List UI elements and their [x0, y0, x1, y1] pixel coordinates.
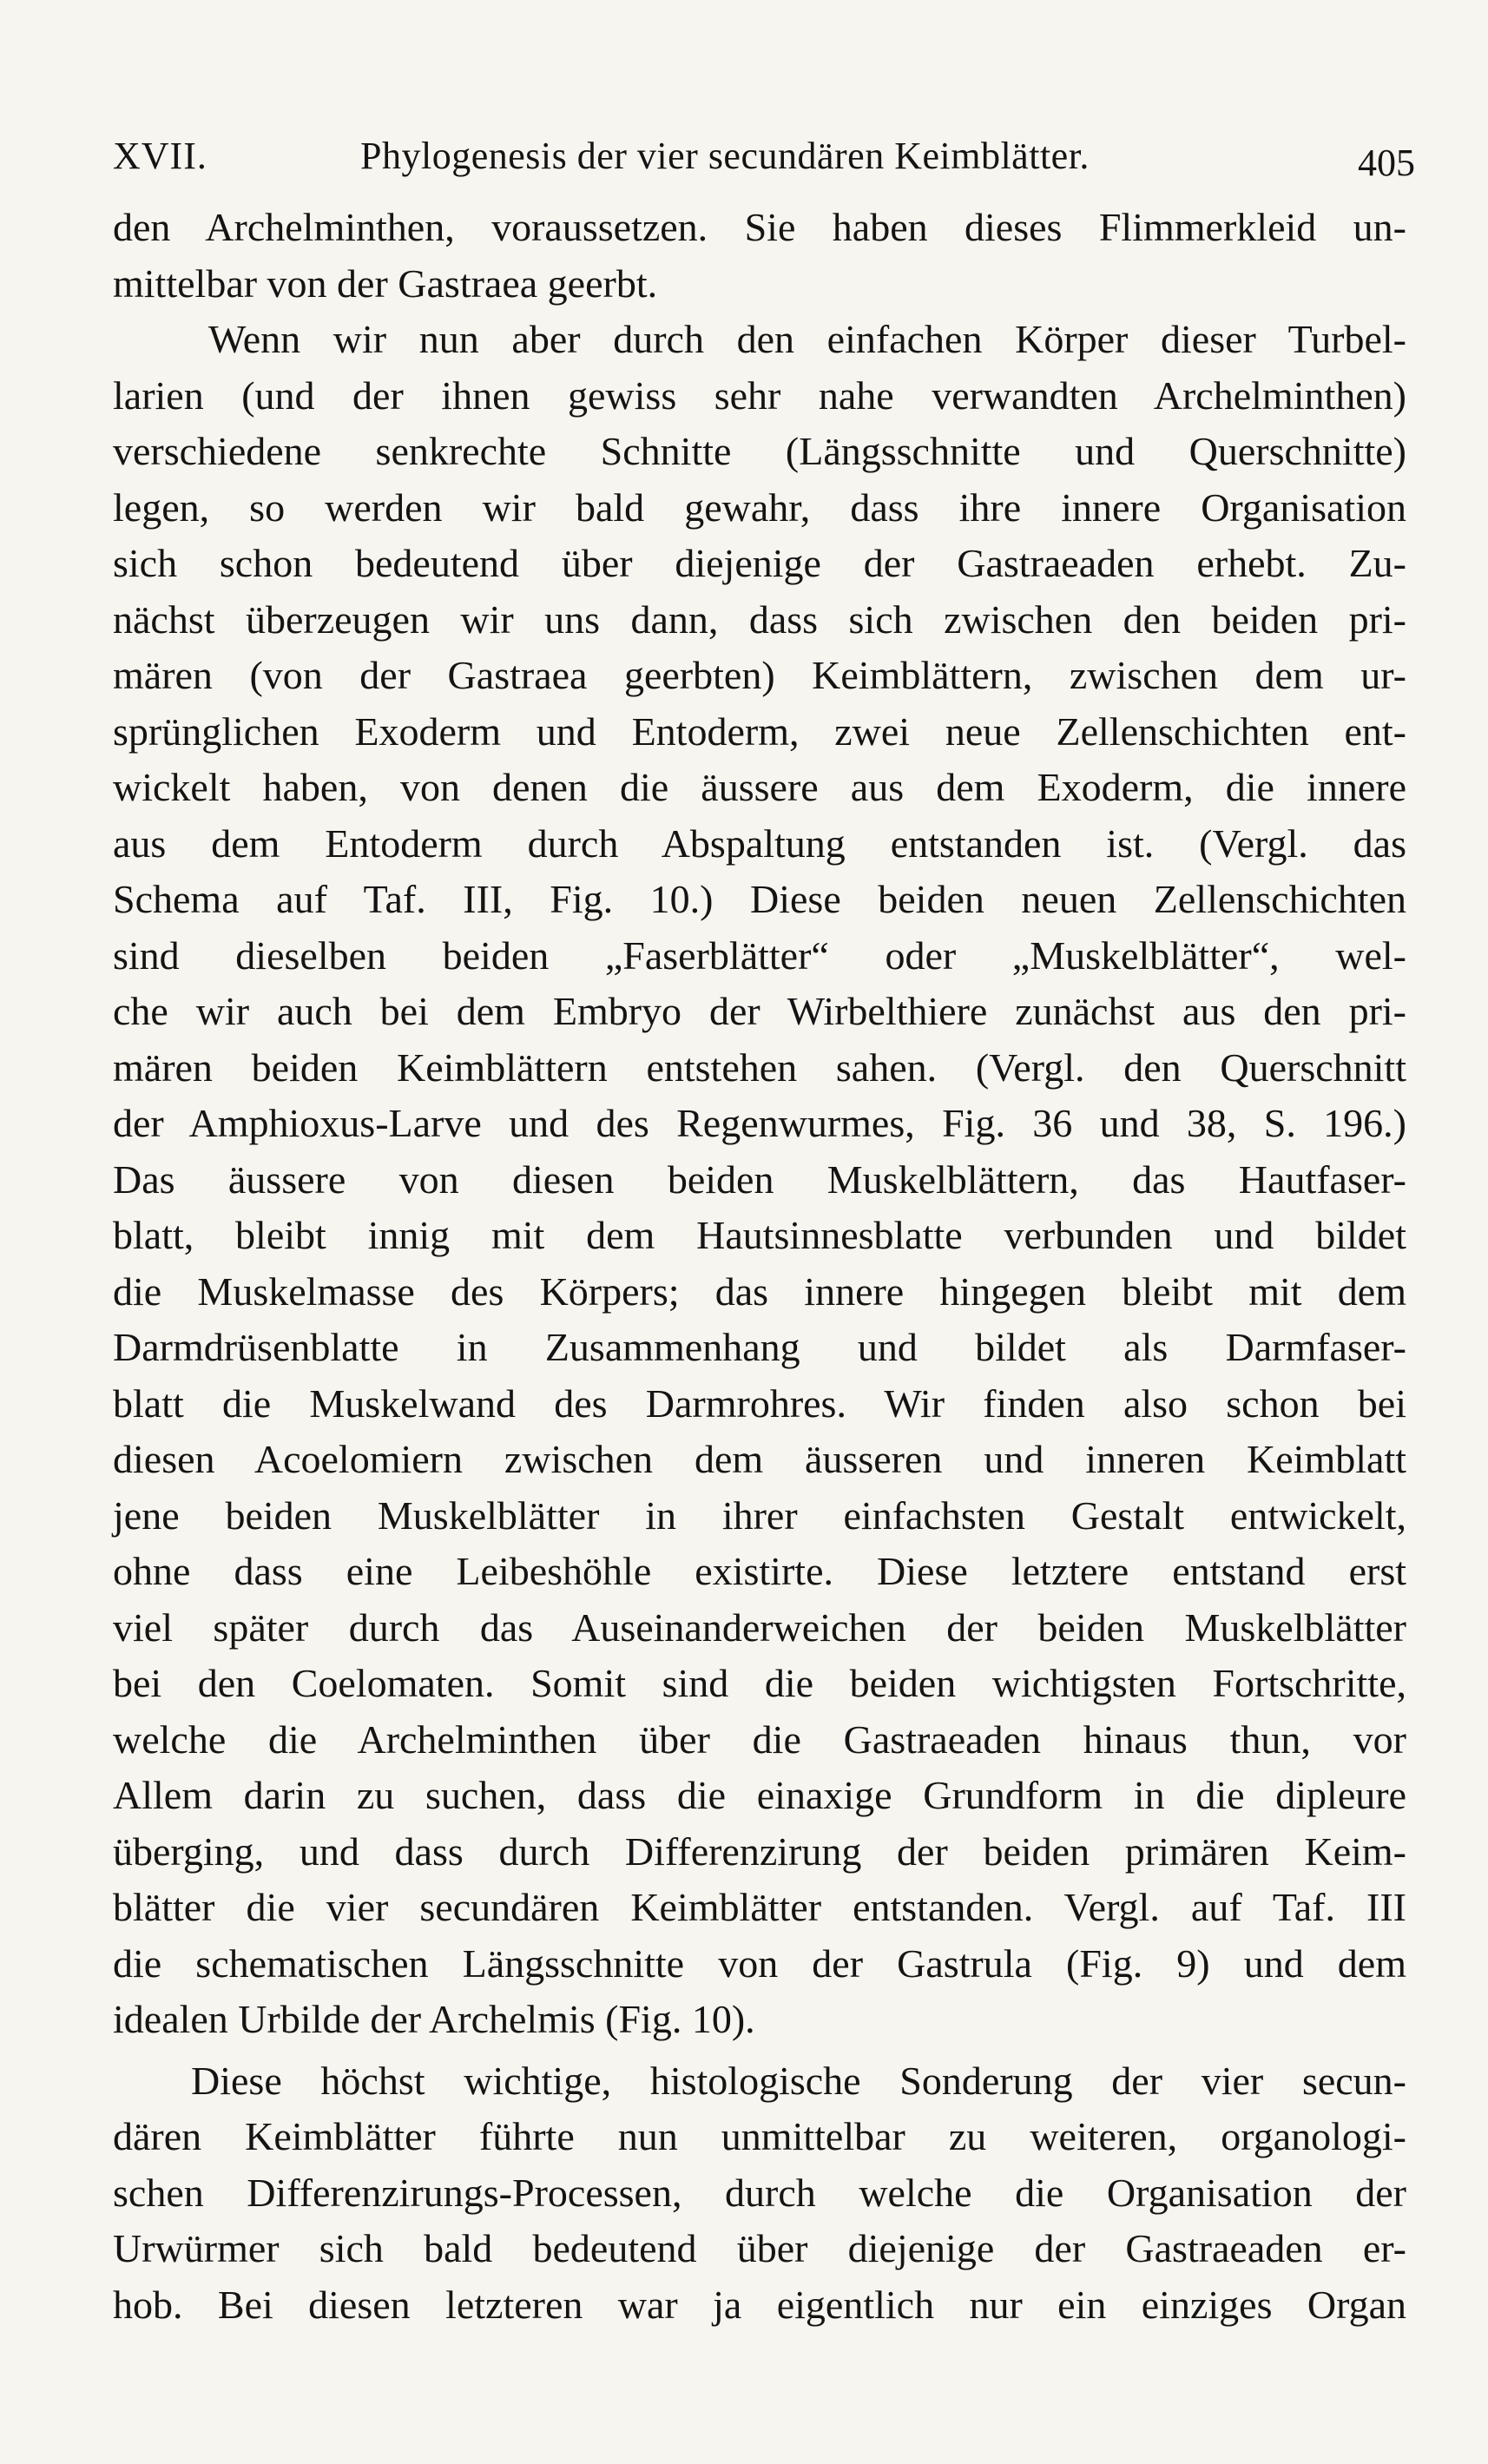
text-line: der Amphioxus-Larve und des Regenwurmes, Fig. 36 und 38, S. 196.)	[113, 1101, 1406, 1145]
page-number: 405	[1358, 142, 1415, 184]
text-line: bei den Coelomaten. Somit sind die beiden wichtigsten Fortschritte,	[113, 1661, 1406, 1705]
text-line: nächst überzeugen wir uns dann, dass sich zwischen den beiden pri-	[113, 596, 1406, 642]
text-line: mittelbar von der Gastraea geerbt.	[113, 260, 658, 306]
chapter-number: XVII.	[113, 135, 207, 177]
text-line: Allem darin zu suchen, dass die einaxige Grundform in die dipleure	[113, 1773, 1406, 1817]
text-line: Diese höchst wichtige, histologische Sonderung der vier secun-	[191, 2058, 1406, 2103]
text-line: Wenn wir nun aber durch den einfachen Körper dieser Turbel-	[208, 317, 1406, 361]
text-line: hob. Bei diesen letzteren war ja eigentlich nur ein einziges Organ	[113, 2282, 1406, 2327]
text-line: viel später durch das Auseinanderweichen der beiden Muskelblätter	[113, 1604, 1406, 1650]
text-line: blatt, bleibt innig mit dem Hautsinnesblatte verbunden und bildet	[113, 1213, 1406, 1257]
text-line: die schematischen Längsschnitte von der Gastrula (Fig. 9) und dem	[113, 1940, 1406, 1986]
text-line: diesen Acoelomiern zwischen dem äusseren und inneren Keimblatt	[113, 1437, 1406, 1481]
text-line: legen, so werden wir bald gewahr, dass ihre innere Organisation	[113, 484, 1406, 530]
text-line: Urwürmer sich bald bedeutend über diejenige der Gastraeaden er-	[113, 2226, 1406, 2270]
text-line: die Muskelmasse des Körpers; das innere hingegen bleibt mit dem	[113, 1268, 1406, 1314]
running-title: Phylogenesis der vier secundären Keimblätter.	[360, 135, 1090, 177]
paragraph-1	[113, 200, 1406, 312]
text-line: larien (und der ihnen gewiss sehr nahe verwandten Archelminthen)	[113, 372, 1406, 418]
text-line: den Archelminthen, voraussetzen. Sie haben dieses Flimmerkleid un-	[113, 205, 1406, 249]
text-line: blatt die Muskelwand des Darmrohres. Wir finden also schon bei	[113, 1380, 1406, 1426]
text-line: mären beiden Keimblättern entstehen sahen. (Vergl. den Querschnitt	[113, 1044, 1406, 1090]
text-line: verschiedene senkrechte Schnitte (Längsschnitte und Querschnitte)	[113, 429, 1406, 473]
text-line: aus dem Entoderm durch Abspaltung entstanden ist. (Vergl. das	[113, 820, 1406, 866]
text-line: überging, und dass durch Differenzirung der beiden primären Keim-	[113, 1828, 1406, 1874]
book-page	[113, 130, 1415, 2333]
text-line: schen Differenzirungs-Processen, durch welche die Organisation der	[113, 2170, 1406, 2215]
running-head	[113, 130, 1415, 200]
text-line: dären Keimblätter führte nun unmittelbar zu weiteren, organologi-	[113, 2114, 1406, 2158]
text-line: sind dieselben beiden „Faserblätter“ oder „Muskelblätter“, wel-	[113, 932, 1406, 978]
text-line: Darmdrüsenblatte in Zusammenhang und bildet als Darmfaser-	[113, 1325, 1406, 1369]
text-line: idealen Urbilde der Archelmis (Fig. 10).	[113, 1997, 755, 2041]
text-line: ohne dass eine Leibeshöhle existirte. Diese letztere entstand erst	[113, 1549, 1406, 1593]
text-line: sich schon bedeutend über diejenige der Gastraeaden erhebt. Zu-	[113, 541, 1406, 585]
text-line: welche die Archelminthen über die Gastraeaden hinaus thun, vor	[113, 1716, 1406, 1762]
text-line: Schema auf Taf. III, Fig. 10.) Diese beiden neuen Zellenschichten	[113, 877, 1406, 921]
paragraph-3	[113, 2053, 1406, 2334]
text-line: che wir auch bei dem Embryo der Wirbelthiere zunächst aus den pri-	[113, 989, 1406, 1033]
text-line: wickelt haben, von denen die äussere aus dem Exoderm, die innere	[113, 765, 1406, 809]
text-line: jene beiden Muskelblätter in ihrer einfachsten Gestalt entwickelt,	[113, 1492, 1406, 1538]
text-line: sprünglichen Exoderm und Entoderm, zwei neue Zellenschichten ent-	[113, 708, 1406, 754]
text-line: Das äussere von diesen beiden Muskelblättern, das Hautfaser-	[113, 1156, 1406, 1202]
paragraph-2	[113, 312, 1406, 2048]
text-line: blätter die vier secundären Keimblätter entstanden. Vergl. auf Taf. III	[113, 1885, 1406, 1929]
text-line: mären (von der Gastraea geerbten) Keimblättern, zwischen dem ur-	[113, 653, 1406, 697]
